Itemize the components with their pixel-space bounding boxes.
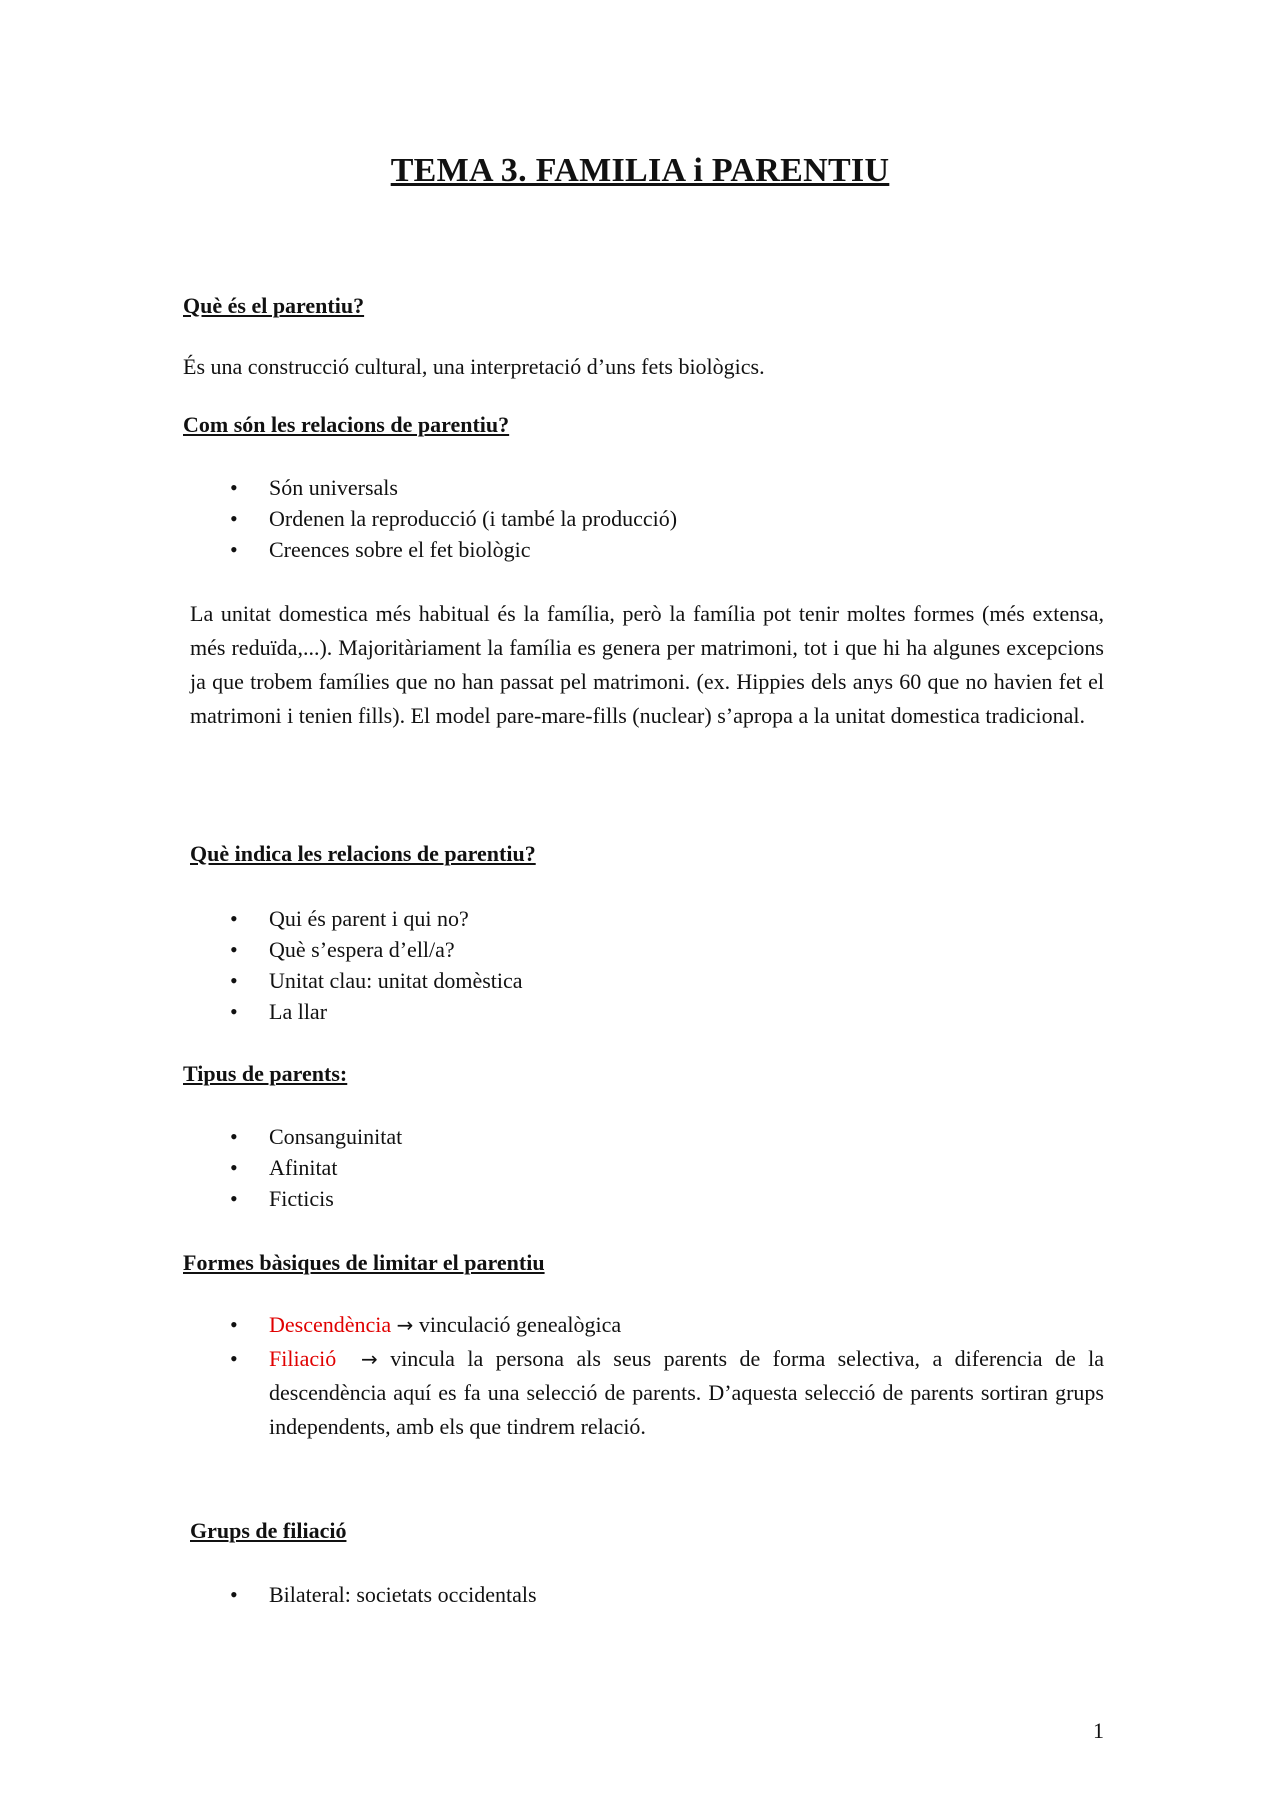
heading-tipus-parents: Tipus de parents:	[183, 1061, 348, 1086]
list-item-filiacio	[0, 1342, 1104, 1444]
filiacio-definition: vincula la persona als seus parents de forma selectiva, a diferencia de la descendència aquí es fa una selecció de parents. D’aquesta selecció de parents sortiran grups independents, amb els que tindrem relació.	[269, 1346, 1105, 1439]
page-number: 1	[1093, 1718, 1104, 1743]
heading-que-es-parentiu: Què és el parentiu?	[183, 293, 365, 318]
list-item: • La llar	[0, 996, 1109, 1027]
arrow-icon: →	[396, 1313, 414, 1337]
term-descendencia: Descendència	[269, 1312, 392, 1337]
list-grups-filiacio	[0, 1579, 1109, 1610]
descendencia-definition: vinculació genealògica	[413, 1312, 622, 1337]
arrow-icon: →	[361, 1347, 378, 1371]
list-item: • Consanguinitat	[0, 1121, 1109, 1152]
list-item: • Ficticis	[0, 1183, 1109, 1214]
list-tipus-parents	[0, 1121, 1109, 1214]
list-item: • Creences sobre el fet biològic	[0, 534, 1109, 565]
term-filiacio: Filiació	[269, 1346, 337, 1371]
family-paragraph: La unitat domestica més habitual és la família, però la família pot tenir moltes formes (més extensa, més reduïda,...). Majoritàriament la família es genera per matrimoni, tot i que hi ha algunes excepcions ja que trobem famílies que no han passat pel matrimoni. (ex. Hippies dels anys 60 que no havien fet el matrimoni i tenien fills). El model pare-mare-fills (nuclear) s’apropa a la unitat domestica tradicional.	[190, 601, 1104, 728]
list-que-indica	[0, 903, 1109, 1027]
list-item: • Ordenen la reproducció (i també la producció)	[0, 503, 1109, 534]
heading-grups-filiacio: Grups de filiació	[190, 1518, 347, 1543]
list-item-descendencia	[0, 1308, 1109, 1342]
list-item: • Són universals	[0, 472, 1109, 503]
list-item: • Unitat clau: unitat domèstica	[0, 965, 1109, 996]
heading-com-son-relacions: Com són les relacions de parentiu?	[183, 412, 510, 437]
heading-formes-basiques: Formes bàsiques de limitar el parentiu	[183, 1250, 545, 1275]
list-item: • Què s’espera d’ell/a?	[0, 934, 1109, 965]
definition-text: És una construcció cultural, una interpretació d’uns fets biològics.	[183, 354, 765, 379]
list-item: • Qui és parent i qui no?	[0, 903, 1109, 934]
list-item: • Bilateral: societats occidentals	[0, 1579, 1109, 1610]
list-com-son	[0, 472, 1109, 565]
heading-que-indica: Què indica les relacions de parentiu?	[190, 841, 536, 866]
document-title: TEMA 3. FAMILIA i PARENTIU	[390, 152, 890, 189]
list-item: • Afinitat	[0, 1152, 1109, 1183]
list-formes-basiques	[0, 1308, 1109, 1444]
